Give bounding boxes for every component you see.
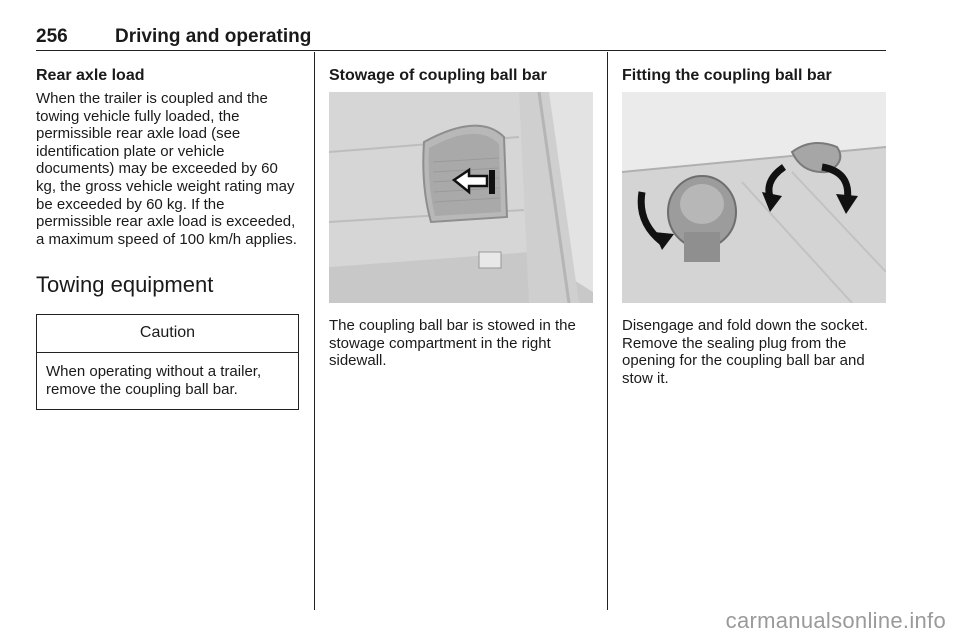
column-2 <box>329 66 593 370</box>
rear-axle-load-text: When the trailer is coupled and the towing vehicle fully loaded, the permissible rear axle load (see identification plate or vehicle documents) may be exceeded by 60 kg, the gross vehicle weight rating may be exceeded by 60 kg. If the permissible rear axle load is exceeded, a maximum speed of 100 km/h applies. <box>36 90 297 248</box>
stowage-illustration <box>329 92 593 303</box>
column-1 <box>36 66 300 410</box>
column-3 <box>622 66 886 387</box>
rear-axle-load-heading: Rear axle load <box>36 67 145 84</box>
caution-text: When operating without a trailer, remove the coupling ball bar. <box>46 363 262 398</box>
stowage-caption: The coupling ball bar is stowed in the stowage compartment in the right sidewall. <box>329 317 576 370</box>
fitting-heading: Fitting the coupling ball bar <box>622 67 832 84</box>
header-rule <box>36 50 886 51</box>
column-divider-1 <box>314 52 315 610</box>
section-title: Driving and operating <box>115 26 312 47</box>
page-number: 256 <box>36 26 68 47</box>
caution-title: Caution <box>37 315 298 353</box>
towing-equipment-heading: Towing equipment <box>36 272 214 298</box>
watermark: carmanualsonline.info <box>725 608 946 633</box>
fitting-caption: Disengage and fold down the socket. Remove the sealing plug from the opening for the coupling ball bar and stow it. <box>622 317 868 387</box>
column-divider-2 <box>607 52 608 610</box>
stowage-heading: Stowage of coupling ball bar <box>329 67 547 84</box>
caution-box <box>36 314 299 409</box>
fitting-illustration <box>622 92 886 303</box>
